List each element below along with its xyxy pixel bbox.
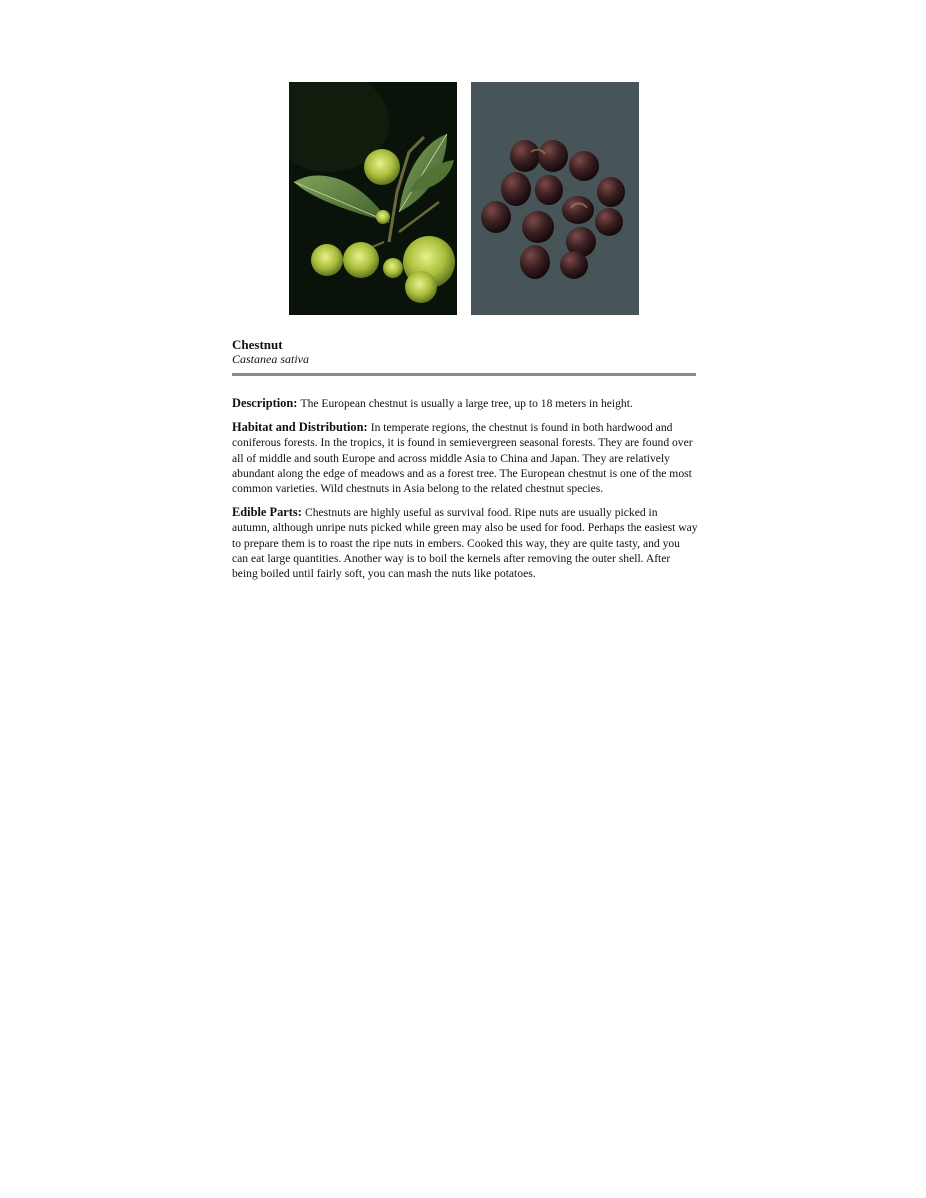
- edible-heading: Edible Parts:: [232, 505, 305, 520]
- edible-paragraph: [232, 505, 698, 581]
- habitat-paragraph: [232, 420, 698, 496]
- section-divider: [232, 373, 696, 376]
- common-name: Chestnut: [232, 337, 283, 352]
- plant-description: [232, 396, 698, 590]
- description-paragraph: [232, 396, 698, 411]
- chestnut-branch-photo: [289, 82, 457, 315]
- habitat-text: In temperate regions, the chestnut is found in both hardwood and coniferous forests. In the tropics, it is found in semievergreen seasonal forests. They are found over all of middle and south Europe and across middle Asia to China and Japan. They are relatively abundant along the edge of meadows and as a forest tree. The European chestnut is one of the most common varieties. Wild chestnuts in Asia belong to the related chestnut species.: [232, 421, 693, 496]
- chestnuts-photo: [471, 82, 639, 315]
- latin-name: Castanea sativa: [232, 352, 309, 366]
- nut-icon: [471, 82, 639, 315]
- description-heading: Description:: [232, 396, 301, 410]
- plant-title-block: [232, 338, 696, 366]
- habitat-heading: Habitat and Distribution:: [232, 420, 371, 435]
- description-text: The European chestnut is usually a large tree, up to 18 meters in height.: [300, 397, 633, 410]
- leaf-icon: [289, 82, 457, 315]
- edible-text: Chestnuts are highly useful as survival food. Ripe nuts are usually picked in autumn, although unripe nuts picked while green may also be used for food. Perhaps the easiest way to prepare them is to roast the ripe nuts in embers. Cooked this way, they are quite tasty, and you can eat large quantities. Another way is to boil the kernels after removing the outer shell. After being boiled until fairly soft, you can mash the nuts like potatoes.: [232, 506, 698, 581]
